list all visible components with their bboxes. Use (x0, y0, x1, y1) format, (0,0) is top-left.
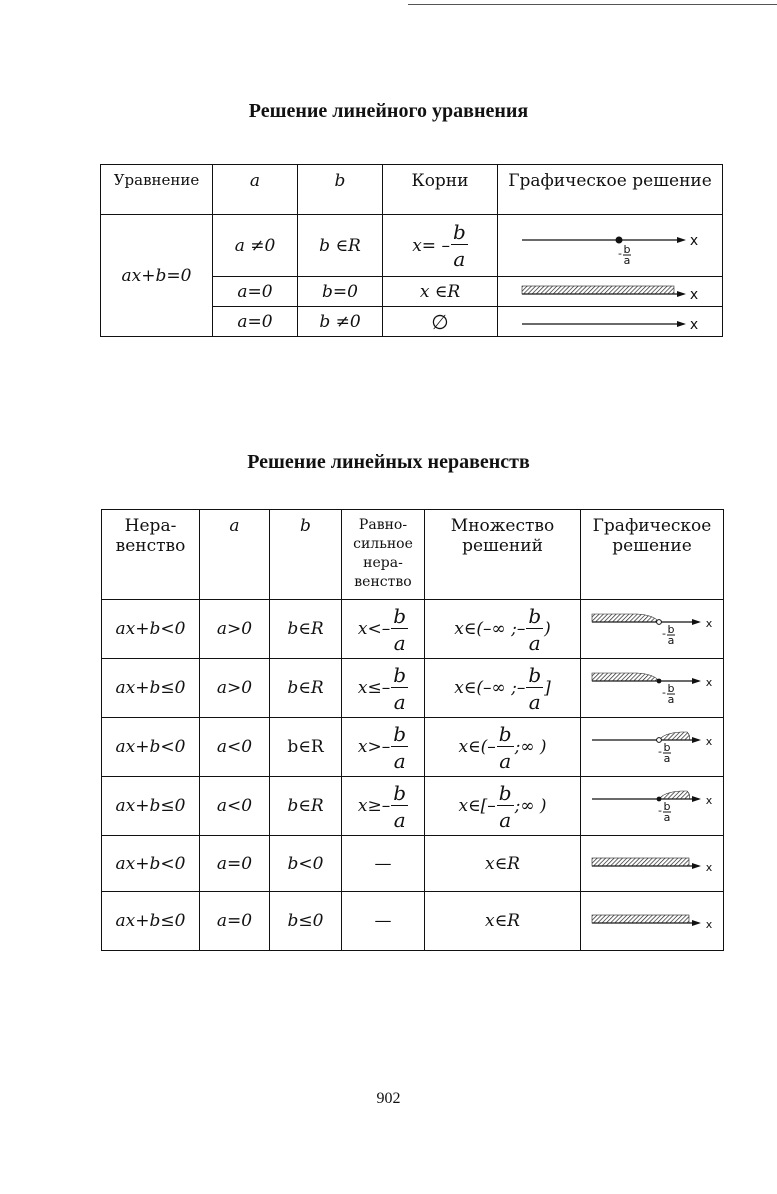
open-point (656, 738, 661, 743)
fraction-numerator: b (452, 220, 466, 244)
table1-header-roots: Корни (383, 165, 498, 215)
inequality-cell: ax+b<0 (102, 600, 200, 659)
equivalent-prefix: x≥– (357, 796, 391, 816)
equivalent-cell: — (342, 892, 425, 951)
closed-point (656, 679, 661, 684)
fraction-numerator: b (498, 721, 512, 746)
table-row (102, 777, 724, 836)
graph-cell (581, 718, 724, 777)
closed-point (656, 797, 661, 802)
table1-cell-root: x ∈R (383, 277, 498, 307)
fraction-denominator: a (499, 748, 512, 773)
graph-all-reals (590, 909, 715, 933)
b-cell: b∈R (270, 777, 342, 836)
graph-cell (581, 777, 724, 836)
inequality-cell: ax+b<0 (102, 836, 200, 892)
table1-cell-b: b ≠0 (298, 307, 383, 337)
graph-left-closed (590, 669, 715, 707)
a-cell: a>0 (200, 659, 270, 718)
label-fraction-denominator: a (663, 811, 670, 824)
table2-header-row (102, 510, 724, 600)
graph-all-reals (590, 852, 715, 876)
label-minus: - (657, 745, 662, 758)
title-linear-inequalities: Решение линейных неравенств (247, 451, 530, 473)
graph-cell (581, 600, 724, 659)
equivalent-cell (342, 777, 425, 836)
set-prefix: x∈(–∞ ;– (454, 678, 526, 698)
table1-cell-root: ∅ (383, 307, 498, 337)
solution-set-cell (425, 777, 581, 836)
table1-header-row (101, 165, 723, 215)
graph-all-reals (520, 280, 700, 304)
fraction-numerator: b (393, 721, 407, 746)
equivalent-prefix: x<– (357, 619, 391, 639)
fraction (451, 222, 468, 269)
arrow-head (677, 237, 686, 243)
table1-cell-root (383, 215, 498, 277)
arrow-head (692, 796, 701, 802)
graph-point-solution (520, 226, 700, 266)
table1-cell-graph (498, 277, 723, 307)
equivalent-cell (342, 659, 425, 718)
label-minus: - (661, 627, 666, 640)
hatched-region (592, 614, 659, 622)
label-minus: - (618, 246, 622, 260)
graph-left-open (590, 610, 715, 648)
b-cell: b<0 (270, 836, 342, 892)
arrow-head (677, 291, 686, 297)
label-fraction-denominator: a (667, 693, 674, 706)
fraction-numerator: b (528, 662, 542, 687)
axis-label-x: x (705, 860, 712, 874)
fraction-denominator: a (393, 630, 406, 655)
hatched-region (659, 791, 690, 799)
label-fraction-numerator: b (623, 242, 631, 256)
arrow-head (692, 920, 701, 926)
hatched-region (592, 915, 689, 923)
fraction-numerator: b (393, 780, 407, 805)
fraction-denominator: a (499, 807, 512, 832)
label-fraction-denominator: a (623, 253, 631, 266)
table1-header-graph: Графическое решение (498, 165, 723, 215)
axis-label-x: x (705, 794, 712, 807)
graph-empty-set (520, 310, 700, 334)
table1-header-b: b (298, 165, 383, 215)
fraction-numerator: b (393, 662, 407, 687)
set-prefix: x∈(– (458, 737, 496, 757)
equivalent-prefix: x>– (357, 737, 391, 757)
table-row (102, 718, 724, 777)
table2-header-b: b (270, 510, 342, 600)
b-cell: b≤0 (270, 892, 342, 951)
solution-set-cell: x∈R (425, 836, 581, 892)
hatched-region (592, 673, 659, 681)
fraction-numerator: b (393, 603, 407, 628)
equivalent-cell: — (342, 836, 425, 892)
table-row (102, 659, 724, 718)
axis-label-x: x (705, 918, 712, 931)
inequality-cell: ax+b<0 (102, 718, 200, 777)
label-fraction-numerator: b (667, 623, 674, 636)
a-cell: a>0 (200, 600, 270, 659)
root-formula (412, 222, 468, 269)
table-row (102, 600, 724, 659)
fraction-denominator: a (393, 807, 406, 832)
solution-set-cell: x∈R (425, 892, 581, 951)
equivalent-cell (342, 600, 425, 659)
solution-set-cell (425, 659, 581, 718)
fraction-numerator: b (528, 603, 542, 628)
b-cell: b∈R (270, 659, 342, 718)
table-linear-inequalities (101, 509, 724, 951)
table-linear-equation (100, 164, 723, 337)
solution-set-cell (425, 600, 581, 659)
set-suffix: ) (544, 619, 551, 639)
graph-cell (581, 836, 724, 892)
table2-header-inequality: Нера-венство (102, 510, 200, 600)
label-minus: - (657, 804, 662, 817)
fraction-denominator: a (393, 748, 406, 773)
table-row (102, 892, 724, 951)
label-minus: - (661, 686, 666, 699)
arrow-head (692, 737, 701, 743)
fraction-numerator: b (498, 780, 512, 805)
table1-equation: ax+b=0 (101, 215, 213, 337)
fraction-denominator: a (393, 689, 406, 714)
axis-label-x: x (689, 316, 699, 333)
table1-cell-graph (498, 215, 723, 277)
table1-header-equation: Уравнение (101, 165, 213, 215)
fraction-denominator: a (453, 247, 466, 271)
table1-cell-a: a=0 (213, 307, 298, 337)
hatched-region (659, 732, 690, 740)
arrow-head (692, 678, 701, 684)
arrow-head (677, 321, 686, 327)
graph-right-closed (590, 787, 715, 825)
a-cell: a<0 (200, 718, 270, 777)
a-cell: a=0 (200, 892, 270, 951)
axis-label-x: x (705, 676, 712, 689)
table1-header-a: a (213, 165, 298, 215)
table1-cell-b: b ∈R (298, 215, 383, 277)
root-prefix: x= – (412, 235, 450, 256)
inequality-cell: ax+b≤0 (102, 659, 200, 718)
axis-label-x: x (689, 286, 699, 303)
solution-set-cell (425, 718, 581, 777)
inequality-cell: ax+b≤0 (102, 777, 200, 836)
fraction-denominator: a (528, 689, 541, 714)
set-prefix: x∈[– (458, 796, 496, 816)
label-fraction-numerator: b (663, 800, 670, 813)
label-fraction-numerator: b (663, 741, 670, 754)
set-suffix: ;∞ ) (514, 737, 547, 757)
table2-header-graph: Графическое решение (581, 510, 724, 600)
table1-cell-graph (498, 307, 723, 337)
title-linear-equation: Решение линейного уравнения (248, 100, 529, 122)
table2-header-equivalent: Равно-сильное нера-венство (342, 510, 425, 600)
label-fraction-numerator: b (667, 682, 674, 695)
table-row (101, 215, 723, 277)
b-cell: b∈R (270, 718, 342, 777)
axis-label-x: x (689, 232, 699, 249)
axis-label-x: x (705, 617, 712, 630)
b-cell: b∈R (270, 600, 342, 659)
root-point (616, 236, 623, 243)
table2-header-a: a (200, 510, 270, 600)
inequality-cell: ax+b≤0 (102, 892, 200, 951)
graph-cell (581, 659, 724, 718)
graph-cell (581, 892, 724, 951)
set-prefix: x∈(–∞ ;– (454, 619, 526, 639)
page-number: 902 (376, 1090, 401, 1107)
label-fraction-denominator: a (663, 752, 670, 765)
graph-right-open (590, 728, 715, 766)
equivalent-cell (342, 718, 425, 777)
table1-cell-a: a=0 (213, 277, 298, 307)
a-cell: a<0 (200, 777, 270, 836)
arrow-head (692, 863, 701, 869)
fraction-denominator: a (528, 630, 541, 655)
top-rule (408, 4, 777, 5)
label-fraction-denominator: a (667, 634, 674, 647)
arrow-head (692, 619, 701, 625)
open-point (656, 620, 661, 625)
table-row (102, 836, 724, 892)
set-suffix: ;∞ ) (514, 796, 547, 816)
hatched-region (522, 286, 674, 294)
table2-header-solution-set: Множество решений (425, 510, 581, 600)
a-cell: a=0 (200, 836, 270, 892)
table1-cell-a: a ≠0 (213, 215, 298, 277)
equivalent-prefix: x≤– (357, 678, 391, 698)
axis-label-x: x (705, 735, 712, 748)
hatched-region (592, 858, 689, 866)
set-suffix: ] (544, 678, 551, 698)
table1-cell-b: b=0 (298, 277, 383, 307)
